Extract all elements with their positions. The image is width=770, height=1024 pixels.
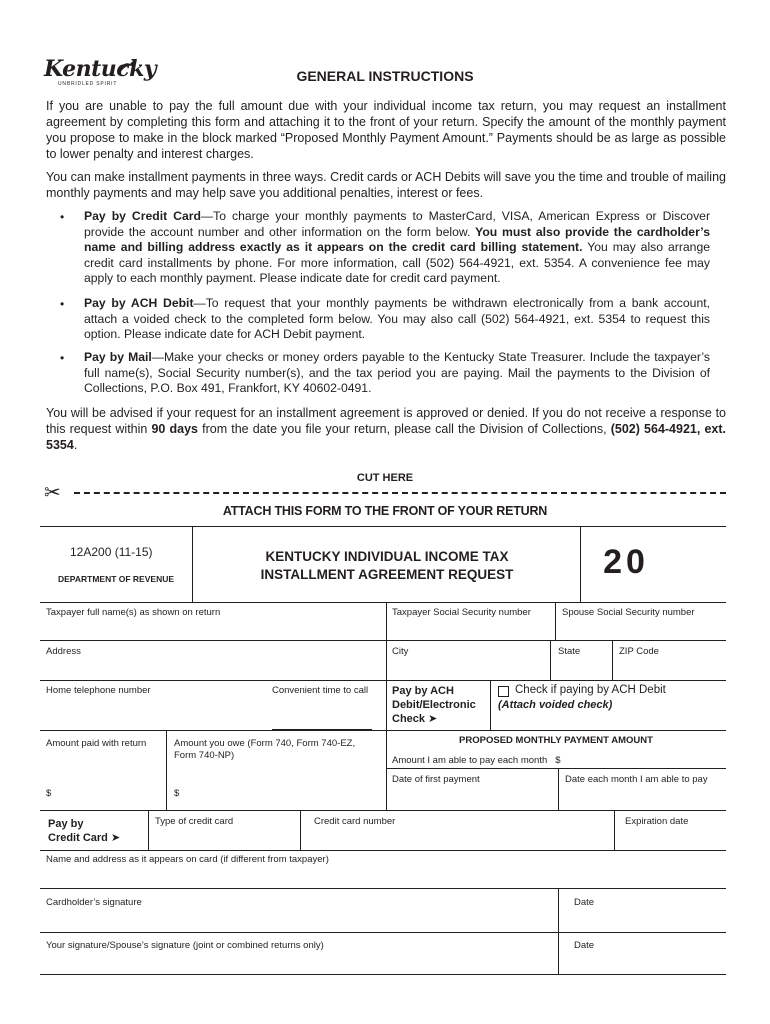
row-border	[40, 602, 726, 603]
date-first-payment-field[interactable]: Date of first payment	[392, 774, 480, 785]
divider	[386, 680, 387, 730]
bullet-dot: •	[60, 210, 65, 224]
bullet-head: Pay by ACH Debit	[84, 296, 194, 310]
divider	[612, 640, 613, 680]
divider	[614, 810, 615, 850]
pay-ach-line-3: Check ➤	[392, 713, 438, 725]
city-field[interactable]: City	[392, 646, 409, 657]
ach-debit-checkbox-label: Check if paying by ACH Debit	[515, 684, 666, 696]
bullet-text: —To charge your monthly payments to MasterCard, VISA, American Express or Discover provide the account number and other information on the form below.	[84, 209, 711, 239]
bullet-text: —To request that your monthly payments be withdrawn electronically from a bank account, attach a voided check to the completed form below. You may also call (502) 564-4921, ext. 5354 to request this option. Please indicate date for ACH Debit payment.	[84, 296, 710, 342]
instructions-paragraph-3	[46, 405, 726, 453]
bullet-credit-card	[84, 209, 710, 287]
proposed-payment-title: PROPOSED MONTHLY PAYMENT AMOUNT	[459, 735, 653, 746]
name-on-card-field[interactable]: Name and address as it appears on card (if different from taxpayer)	[46, 854, 329, 865]
amount-able-label: Amount I am able to pay each month	[392, 755, 548, 766]
pay-ach-line-2: Debit/Electronic	[392, 699, 476, 711]
amount-owe-line-1: Amount you owe (Form 740, Form 740-EZ,	[174, 738, 356, 749]
scissors-icon: ✂	[44, 482, 61, 504]
department-label: DEPARTMENT OF REVENUE	[58, 574, 175, 584]
pay-cc-line-2: Credit Card ➤	[48, 832, 121, 844]
spouse-ssn-field[interactable]: Spouse Social Security number	[562, 607, 695, 618]
form-bottom-border	[40, 974, 726, 975]
taxpayer-name-field[interactable]: Taxpayer full name(s) as shown on return	[46, 607, 221, 618]
divider	[148, 810, 149, 850]
instructions-title: GENERAL INSTRUCTIONS	[296, 68, 474, 84]
amount-owe-field[interactable]	[174, 738, 355, 762]
bullet-dot: •	[60, 351, 65, 365]
bullet-bold: You must also provide the cardholder’s name and billing address exactly as it appears on the credit card billing statement.	[84, 224, 710, 255]
p3-bold-days: 90 days	[151, 422, 198, 436]
amount-paid-dollar: $	[46, 788, 52, 799]
pay-cc-line-1: Pay by	[48, 818, 84, 830]
bullet-text-2: You may also arrange credit card installments by phone. For more information, call (502) 564-4921, ext. 5354. A convenience fee may apply to each monthly payment. Please indicate date for credit card payment.	[84, 240, 710, 286]
divider	[192, 526, 193, 602]
row-border	[40, 730, 386, 731]
zip-field[interactable]: ZIP Code	[619, 646, 659, 657]
cut-here-label: CUT HERE	[356, 472, 414, 484]
cardholder-signature-field[interactable]: Cardholder’s signature	[46, 897, 142, 908]
bullet-head: Pay by Mail	[84, 350, 152, 364]
divider	[386, 602, 387, 640]
credit-card-type-field[interactable]: Type of credit card	[155, 816, 234, 827]
amount-able-dollar: $	[555, 755, 561, 766]
tax-year: 20	[603, 543, 649, 581]
form-title	[222, 548, 552, 584]
pay-by-ach-label	[392, 684, 476, 726]
taxpayer-ssn-field[interactable]: Taxpayer Social Security number	[392, 607, 531, 618]
address-field[interactable]: Address	[46, 646, 81, 657]
bullet-dot: •	[60, 297, 65, 311]
p3-text-a: You will be advised if your request for an installment agreement is approved or denied. If you do not receive a response to this request within	[46, 406, 726, 436]
row-border	[40, 810, 726, 811]
divider	[166, 730, 167, 810]
row-border	[386, 768, 726, 769]
instructions-paragraph-1: If you are unable to pay the full amount due with your individual income tax return, you may request an installment agreement by completing this form and attaching it to the front of your return. Specify the amount of the monthly payment you propose to make in the block marked “Proposed Monthly Payment Amount.” Payments should be as large as possible to lower penalty and interest charges.	[46, 99, 726, 161]
date-each-month-field[interactable]: Date each month I am able to pay	[565, 774, 708, 785]
cardholder-date-field[interactable]: Date	[574, 897, 595, 908]
row-border	[40, 680, 726, 681]
attach-instruction: ATTACH THIS FORM TO THE FRONT OF YOUR RETURN	[222, 504, 548, 518]
divider	[300, 810, 301, 850]
amount-owe-dollar: $	[174, 788, 180, 799]
divider	[555, 602, 556, 640]
row-border	[40, 888, 726, 889]
row-border	[386, 730, 726, 731]
expiration-date-field[interactable]: Expiration date	[625, 816, 689, 827]
bullet-mail	[84, 350, 710, 397]
ach-voided-note: (Attach voided check)	[498, 699, 613, 711]
divider	[550, 640, 551, 680]
row-border	[40, 850, 726, 851]
divider	[386, 640, 387, 680]
form-title-line-2: INSTALLMENT AGREEMENT REQUEST	[260, 567, 514, 582]
divider	[558, 888, 559, 932]
form-top-border	[40, 526, 726, 527]
convenient-time-field[interactable]: Convenient time to call	[272, 685, 369, 696]
amount-owe-line-2: Form 740-NP)	[174, 750, 235, 761]
ach-debit-checkbox[interactable]	[498, 686, 509, 697]
credit-card-number-field[interactable]: Credit card number	[314, 816, 396, 827]
p3-text-c: from the date you file your return, please call the Division of Collections,	[197, 422, 611, 436]
row-border	[40, 932, 726, 933]
state-field[interactable]: State	[558, 646, 581, 657]
p3-bold-phone: (502) 564-4921, ext. 5354	[46, 422, 726, 452]
amount-paid-field[interactable]: Amount paid with return	[46, 738, 147, 749]
form-title-line-1: KENTUCKY INDIVIDUAL INCOME TAX	[265, 549, 509, 564]
home-phone-field[interactable]: Home telephone number	[46, 685, 151, 696]
logo-tagline: UNBRIDLED SPIRIT	[58, 81, 118, 87]
bullet-text: —Make your checks or money orders payable to the Kentucky State Treasurer. Include the taxpayer’s full name(s), Social Security number(s), and the tax period you are paying. Mail the payments to the Division of Collections, P.O. Box 491, Frankfort, KY 40602-0491.	[84, 350, 710, 396]
bullet-head: Pay by Credit Card	[84, 209, 201, 223]
logo-word: Kentucky	[44, 56, 157, 82]
your-signature-field[interactable]: Your signature/Spouse’s signature (joint or combined returns only)	[46, 940, 324, 951]
bullet-ach	[84, 296, 710, 343]
divider	[558, 932, 559, 974]
pay-by-credit-card-label	[48, 817, 120, 845]
row-border	[40, 640, 726, 641]
cut-line	[74, 492, 726, 494]
amount-able-field[interactable]	[392, 755, 560, 767]
divider	[558, 768, 559, 810]
instructions-paragraph-2: You can make installment payments in three ways. Credit cards or ACH Debits will save you the time and trouble of mailing monthly payments and may help save you additional penalties, interest or fees.	[46, 170, 726, 200]
divider	[490, 680, 491, 730]
your-signature-date-field[interactable]: Date	[574, 940, 595, 951]
pay-ach-line-1: Pay by ACH	[392, 685, 454, 697]
form-number: 12A200 (11-15)	[70, 545, 153, 559]
p3-text-e: .	[73, 438, 78, 452]
